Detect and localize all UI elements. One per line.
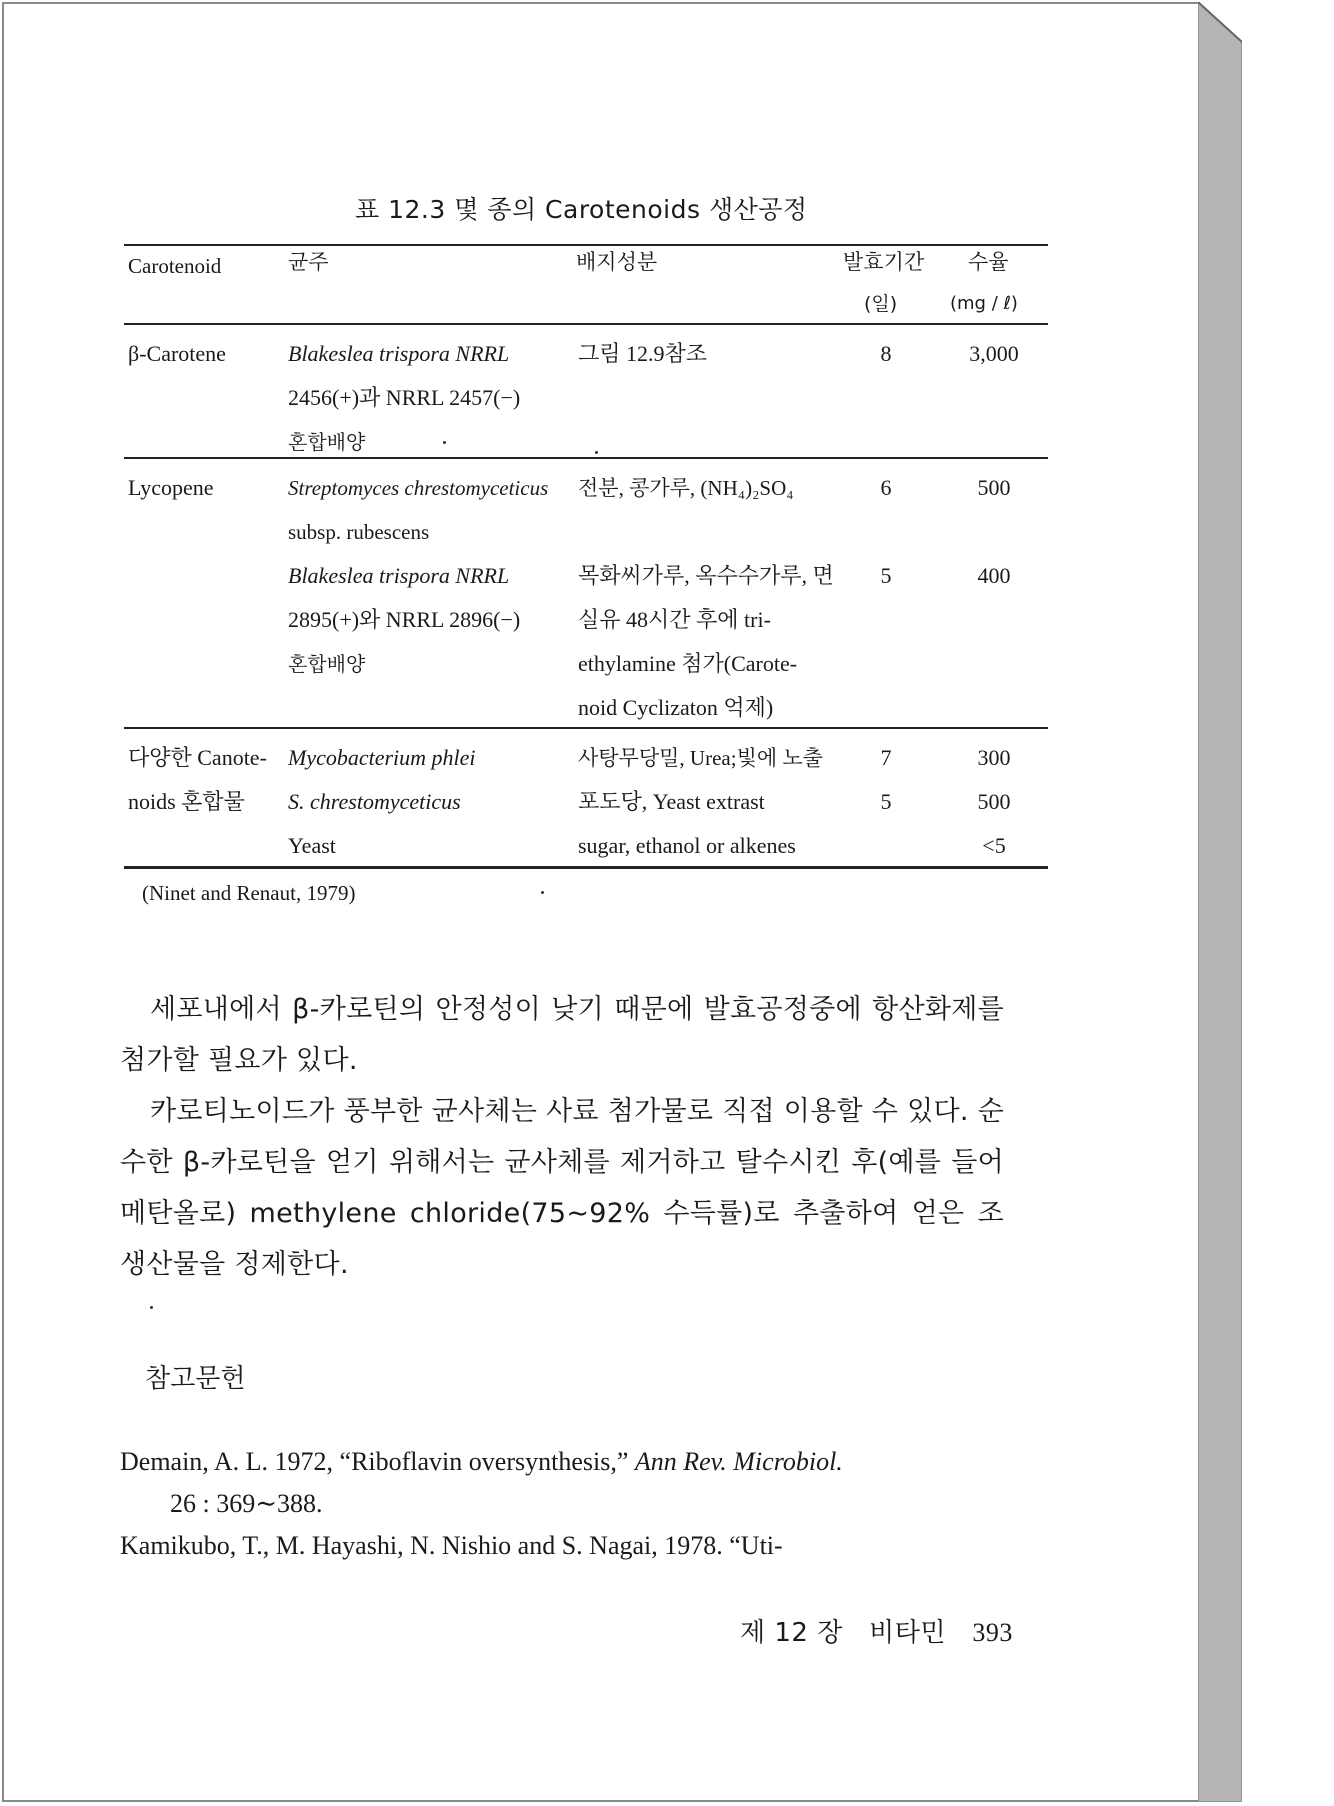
header-yield-unit: (mg / ℓ) xyxy=(950,293,1018,314)
table-cell: 2895(+)와 NRRL 2896(−) xyxy=(288,607,521,632)
body-paragraph: 카로티노이드가 풍부한 균사체는 사료 첨가물로 직접 이용할 수 있다. 순수한 β-카로틴을 얻기 위해서는 균사체를 제거하고 탈수시킨 후(예를 들어 메탄올로) methylene chloride(75∼92% 수득률)로 추출하여 얻은 조생산물을 정제한다. xyxy=(120,1096,1004,1280)
table-cell: <5 xyxy=(982,833,1006,858)
page-edge xyxy=(1198,2,1242,1802)
footer-title: 비타민 xyxy=(869,1618,947,1648)
table-cell: Streptomyces chrestomyceticus xyxy=(288,476,549,500)
scan-speck xyxy=(150,1306,153,1309)
header-strain: 균주 xyxy=(288,250,329,274)
table-cell: 300 xyxy=(977,745,1011,770)
table-cell: subsp. rubescens xyxy=(288,520,430,544)
table-cell: 400 xyxy=(977,563,1011,588)
header-days-unit: (일) xyxy=(864,293,898,315)
table-cell: 7 xyxy=(880,745,892,770)
scan-speck xyxy=(443,441,446,444)
table-cell: 500 xyxy=(977,475,1011,500)
table-cell: 그림 12.9참조 xyxy=(578,341,708,366)
references-heading: 참고문헌 xyxy=(145,1364,246,1394)
page-number: 393 xyxy=(972,1618,1013,1647)
page-footer xyxy=(740,1612,1013,1649)
table-cell: 다양한 Canote- xyxy=(128,745,267,770)
table-cell: 포도당, Yeast extrast xyxy=(578,789,765,814)
reference-item xyxy=(120,1441,1004,1525)
reference-pages: 26 : 369∼388. xyxy=(170,1489,323,1518)
table-cell: Mycobacterium phlei xyxy=(288,745,476,770)
table-cell: 2456(+)과 NRRL 2457(−) xyxy=(288,385,521,410)
table-cell: β-Carotene xyxy=(128,341,226,366)
table-cell: Lycopene xyxy=(128,475,214,500)
table-cell: Blakeslea trispora NRRL xyxy=(288,563,510,588)
table-cell: 사탕무당밀, Urea;빛에 노출 xyxy=(578,746,823,770)
body-paragraph: 세포내에서 β-카로틴의 안정성이 낮기 때문에 발효공정중에 항산화제를 첨가할 필요가 있다. xyxy=(120,994,1004,1076)
reference-authors: Kamikubo, T., M. Hayashi, N. Nishio and S. Nagai, 1978. “Uti- xyxy=(120,1531,783,1560)
table-cell: 혼합배양 xyxy=(288,652,366,676)
reference-authors: Demain, A. L. 1972, “Riboflavin oversynthesis,” xyxy=(120,1447,635,1476)
table-cell: 8 xyxy=(880,341,892,366)
table-cell: 3,000 xyxy=(969,341,1019,366)
scan-speck xyxy=(595,451,598,454)
table-cell: 혼합배양 xyxy=(288,430,366,454)
table-cell: 5 xyxy=(880,789,892,814)
table-cell: S. chrestomyceticus xyxy=(288,789,461,814)
header-yield: 수율 xyxy=(968,250,1009,274)
table-cell: 5 xyxy=(880,563,892,588)
header-carotenoid: Carotenoid xyxy=(128,254,222,278)
table-cell: 전분, 콩가루, (NH₄)₂SO₄ xyxy=(578,476,794,500)
table-cell: 500 xyxy=(977,789,1011,814)
scan-speck xyxy=(541,891,544,894)
table-cell: Yeast xyxy=(288,833,336,858)
table-cell: noid Cyclizaton 억제) xyxy=(578,695,774,720)
reference-item xyxy=(120,1525,1004,1567)
table-row-divider xyxy=(124,457,1048,459)
table-cell: 실유 48시간 후에 tri- xyxy=(578,607,771,632)
reference-journal: Ann Rev. Microbiol. xyxy=(634,1447,843,1476)
table-source: (Ninet and Renaut, 1979) xyxy=(142,881,356,905)
header-media: 배지성분 xyxy=(576,250,658,274)
table-cell: 목화씨가루, 옥수수가루, 면 xyxy=(578,563,834,588)
table-cell: sugar, ethanol or alkenes xyxy=(578,833,796,858)
table-cell: Blakeslea trispora NRRL xyxy=(288,341,510,366)
table-caption: 표 12.3 몇 종의 Carotenoids 생산공정 xyxy=(355,195,808,224)
table-cell: ethylamine 첨가(Carote- xyxy=(578,651,798,676)
header-days: 발효기간 xyxy=(843,250,925,274)
table-cell: 6 xyxy=(880,475,892,500)
table-cell: noids 혼합물 xyxy=(128,789,245,814)
table-header-rule xyxy=(124,323,1048,325)
footer-chapter: 제 12 장 xyxy=(740,1618,843,1648)
